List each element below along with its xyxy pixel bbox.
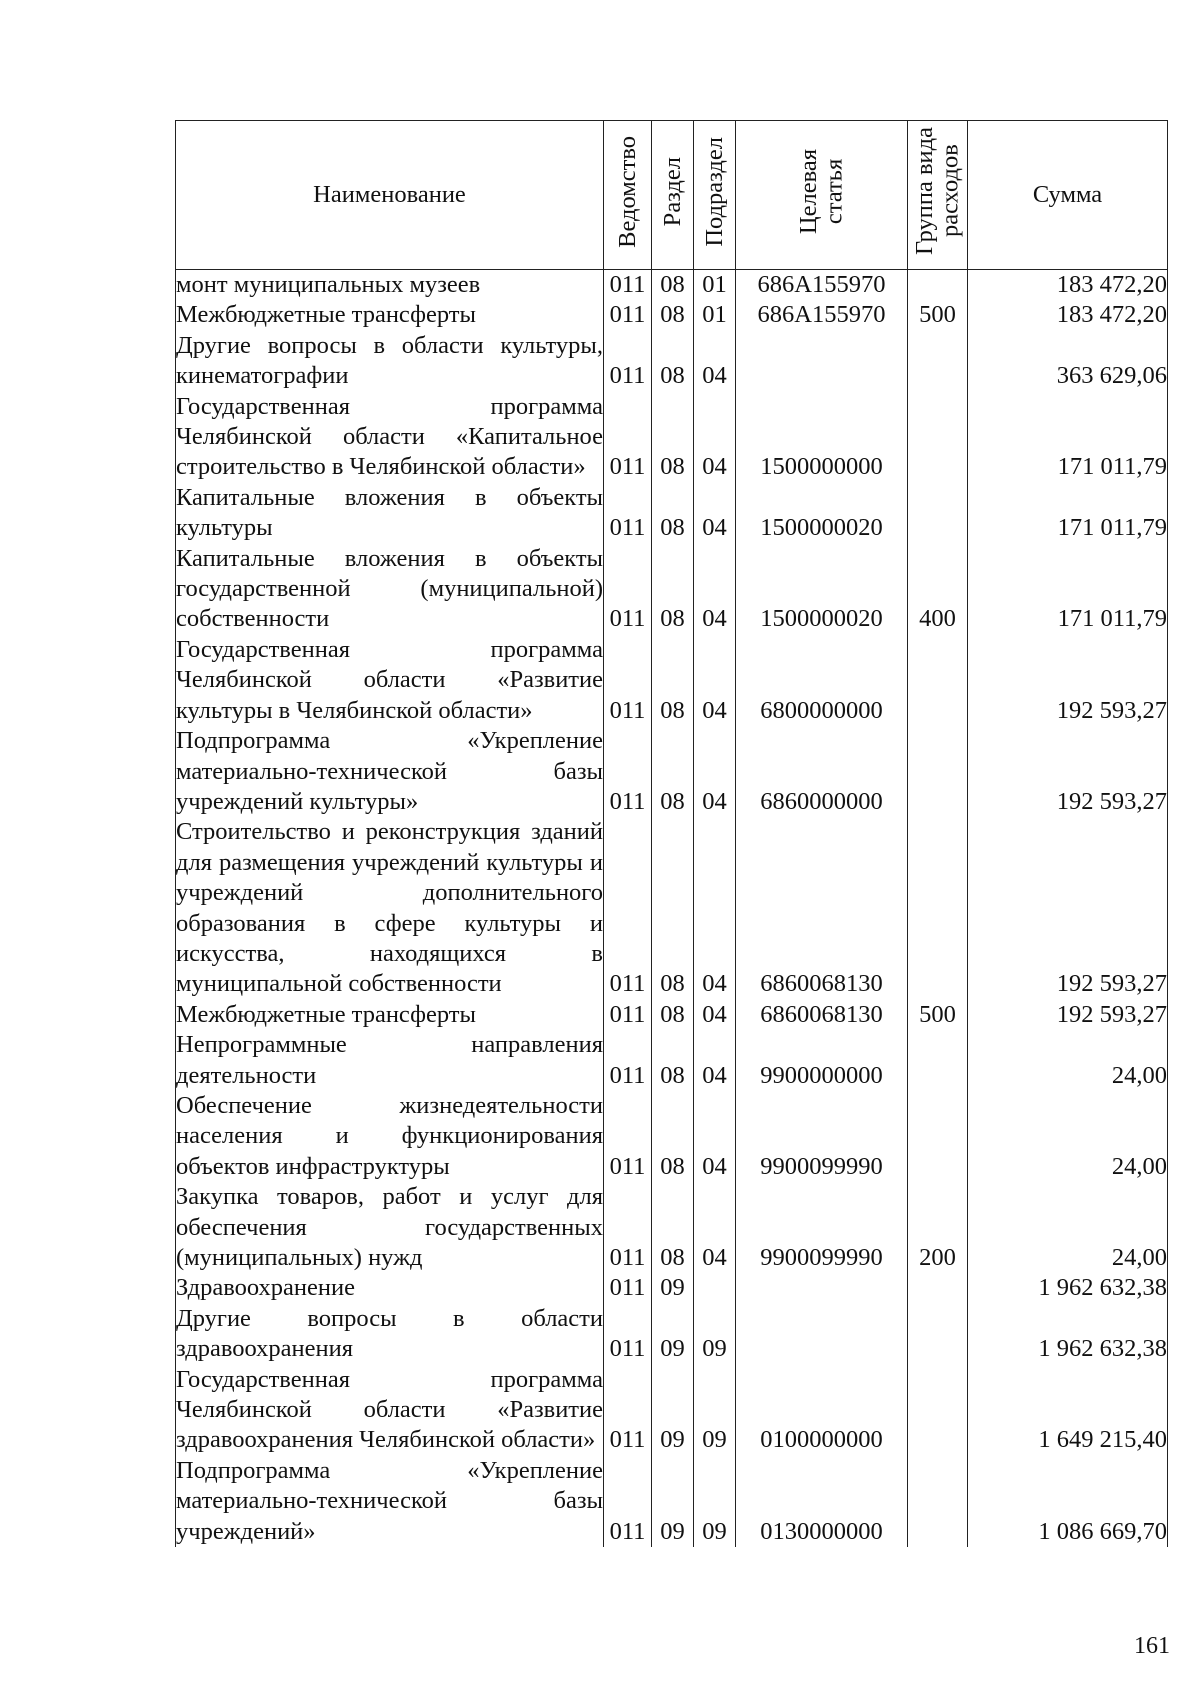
- table-body: [176, 270, 1168, 1548]
- table-row: [176, 1091, 1168, 1182]
- cell-sum: 171 011,79: [968, 392, 1168, 483]
- cell-subsection: 09: [694, 1304, 736, 1365]
- header-group: Группа вида расходов: [908, 121, 968, 270]
- cell-group: [908, 635, 968, 726]
- cell-sum: 183 472,20: [968, 270, 1168, 301]
- cell-name: Государственная программа Челябинской области «Капитальное строительство в Челябинской области»: [176, 392, 604, 483]
- cell-ministry: 011: [604, 1091, 652, 1182]
- cell-group: [908, 1365, 968, 1456]
- cell-section: 09: [652, 1273, 694, 1303]
- cell-ministry: 011: [604, 1304, 652, 1365]
- cell-ministry: 011: [604, 635, 652, 726]
- cell-section: 08: [652, 483, 694, 544]
- cell-subsection: 04: [694, 1030, 736, 1091]
- cell-target: 0100000000: [736, 1365, 908, 1456]
- table-row: [176, 1365, 1168, 1456]
- cell-target: 6860068130: [736, 1000, 908, 1030]
- cell-ministry: 011: [604, 392, 652, 483]
- cell-name: Подпрограмма «Укрепление материально-технической базы учреждений культуры»: [176, 726, 604, 817]
- cell-sum: 183 472,20: [968, 300, 1168, 330]
- cell-target: 1500000020: [736, 544, 908, 635]
- cell-section: 08: [652, 817, 694, 999]
- cell-name: Другие вопросы в области здравоохранения: [176, 1304, 604, 1365]
- cell-ministry: 011: [604, 331, 652, 392]
- table-row: [176, 392, 1168, 483]
- cell-target: [736, 1304, 908, 1365]
- table-row: [176, 817, 1168, 999]
- cell-section: 08: [652, 300, 694, 330]
- cell-section: 09: [652, 1304, 694, 1365]
- cell-group: [908, 483, 968, 544]
- cell-name: Обеспечение жизнедеятельности населения и функционирования объектов инфраструктуры: [176, 1091, 604, 1182]
- cell-subsection: 04: [694, 1182, 736, 1273]
- cell-section: 09: [652, 1365, 694, 1456]
- cell-group: [908, 1030, 968, 1091]
- cell-group: [908, 270, 968, 301]
- cell-subsection: [694, 1273, 736, 1303]
- cell-sum: 1 086 669,70: [968, 1456, 1168, 1547]
- cell-name: Закупка товаров, работ и услуг для обеспечения государственных (муниципальных) нужд: [176, 1182, 604, 1273]
- cell-section: 09: [652, 1456, 694, 1547]
- table-row: [176, 726, 1168, 817]
- table-row: [176, 1030, 1168, 1091]
- cell-ministry: 011: [604, 1456, 652, 1547]
- cell-subsection: 01: [694, 300, 736, 330]
- cell-subsection: 04: [694, 1091, 736, 1182]
- cell-section: 08: [652, 726, 694, 817]
- cell-subsection: 04: [694, 726, 736, 817]
- cell-target: 686A155970: [736, 270, 908, 301]
- cell-group: 200: [908, 1182, 968, 1273]
- cell-subsection: 04: [694, 392, 736, 483]
- cell-subsection: 09: [694, 1456, 736, 1547]
- cell-ministry: 011: [604, 726, 652, 817]
- cell-group: 500: [908, 300, 968, 330]
- cell-section: 08: [652, 1182, 694, 1273]
- cell-ministry: 011: [604, 270, 652, 301]
- cell-name: Подпрограмма «Укрепление материально-технической базы учреждений»: [176, 1456, 604, 1547]
- cell-section: 08: [652, 1091, 694, 1182]
- cell-target: 9900099990: [736, 1182, 908, 1273]
- header-target: Целевая статья: [736, 121, 908, 270]
- cell-group: 400: [908, 544, 968, 635]
- cell-name: Непрограммные направления деятельности: [176, 1030, 604, 1091]
- cell-ministry: 011: [604, 300, 652, 330]
- budget-table: [175, 120, 1168, 1547]
- cell-ministry: 011: [604, 1030, 652, 1091]
- cell-name: монт муниципальных музеев: [176, 270, 604, 301]
- cell-sum: 192 593,27: [968, 1000, 1168, 1030]
- cell-group: [908, 392, 968, 483]
- page-number: 161: [1134, 1633, 1170, 1659]
- cell-target: 9900000000: [736, 1030, 908, 1091]
- table-row: [176, 635, 1168, 726]
- cell-sum: 171 011,79: [968, 544, 1168, 635]
- cell-group: [908, 817, 968, 999]
- header-section: Раздел: [652, 121, 694, 270]
- table-header-row: [176, 121, 1168, 270]
- table-row: [176, 331, 1168, 392]
- cell-name: Межбюджетные трансферты: [176, 300, 604, 330]
- cell-name: Строительство и реконструкция зданий для размещения учреждений культуры и учреждений дополнительного образования в сфере культуры и искусства, находящихся в муниципальной собственности: [176, 817, 604, 999]
- cell-name: Капитальные вложения в объекты культуры: [176, 483, 604, 544]
- cell-section: 08: [652, 331, 694, 392]
- cell-target: 686A155970: [736, 300, 908, 330]
- table-row: [176, 544, 1168, 635]
- cell-sum: 171 011,79: [968, 483, 1168, 544]
- cell-group: [908, 726, 968, 817]
- cell-target: [736, 1273, 908, 1303]
- cell-ministry: 011: [604, 1182, 652, 1273]
- cell-name: Здравоохранение: [176, 1273, 604, 1303]
- cell-group: [908, 1456, 968, 1547]
- cell-sum: 24,00: [968, 1030, 1168, 1091]
- cell-sum: 1 649 215,40: [968, 1365, 1168, 1456]
- cell-name: Государственная программа Челябинской области «Развитие культуры в Челябинской области»: [176, 635, 604, 726]
- cell-subsection: 01: [694, 270, 736, 301]
- table-row: [176, 1000, 1168, 1030]
- header-ministry: Ведомство: [604, 121, 652, 270]
- cell-name: Другие вопросы в области культуры, кинематографии: [176, 331, 604, 392]
- cell-section: 08: [652, 544, 694, 635]
- cell-subsection: 04: [694, 544, 736, 635]
- cell-ministry: 011: [604, 1365, 652, 1456]
- cell-sum: 192 593,27: [968, 817, 1168, 999]
- table-row: [176, 270, 1168, 301]
- cell-name: Межбюджетные трансферты: [176, 1000, 604, 1030]
- cell-group: [908, 1091, 968, 1182]
- table-row: [176, 1273, 1168, 1303]
- cell-target: 6800000000: [736, 635, 908, 726]
- cell-section: 08: [652, 270, 694, 301]
- cell-group: [908, 331, 968, 392]
- cell-sum: 24,00: [968, 1091, 1168, 1182]
- cell-section: 08: [652, 1030, 694, 1091]
- cell-group: [908, 1273, 968, 1303]
- cell-section: 08: [652, 635, 694, 726]
- cell-subsection: 04: [694, 635, 736, 726]
- cell-target: 1500000020: [736, 483, 908, 544]
- cell-subsection: 04: [694, 1000, 736, 1030]
- cell-group: 500: [908, 1000, 968, 1030]
- header-subsection: Подраздел: [694, 121, 736, 270]
- cell-name: Государственная программа Челябинской области «Развитие здравоохранения Челябинской области»: [176, 1365, 604, 1456]
- cell-sum: 363 629,06: [968, 331, 1168, 392]
- table-row: [176, 1456, 1168, 1547]
- cell-ministry: 011: [604, 483, 652, 544]
- cell-target: 9900099990: [736, 1091, 908, 1182]
- cell-ministry: 011: [604, 544, 652, 635]
- header-sum: Сумма: [968, 121, 1168, 270]
- cell-sum: 1 962 632,38: [968, 1273, 1168, 1303]
- cell-subsection: 04: [694, 817, 736, 999]
- table-row: [176, 1182, 1168, 1273]
- cell-section: 08: [652, 392, 694, 483]
- table-row: [176, 1304, 1168, 1365]
- cell-sum: 24,00: [968, 1182, 1168, 1273]
- table-row: [176, 300, 1168, 330]
- header-name: Наименование: [176, 121, 604, 270]
- cell-subsection: 04: [694, 331, 736, 392]
- cell-ministry: 011: [604, 1000, 652, 1030]
- cell-subsection: 09: [694, 1365, 736, 1456]
- cell-ministry: 011: [604, 1273, 652, 1303]
- cell-ministry: 011: [604, 817, 652, 999]
- table-row: [176, 483, 1168, 544]
- cell-target: 6860068130: [736, 817, 908, 999]
- cell-sum: 1 962 632,38: [968, 1304, 1168, 1365]
- cell-sum: 192 593,27: [968, 635, 1168, 726]
- cell-name: Капитальные вложения в объекты государственной (муниципальной) собственности: [176, 544, 604, 635]
- cell-target: 0130000000: [736, 1456, 908, 1547]
- cell-section: 08: [652, 1000, 694, 1030]
- cell-sum: 192 593,27: [968, 726, 1168, 817]
- cell-target: 1500000000: [736, 392, 908, 483]
- cell-target: 6860000000: [736, 726, 908, 817]
- cell-group: [908, 1304, 968, 1365]
- cell-target: [736, 331, 908, 392]
- cell-subsection: 04: [694, 483, 736, 544]
